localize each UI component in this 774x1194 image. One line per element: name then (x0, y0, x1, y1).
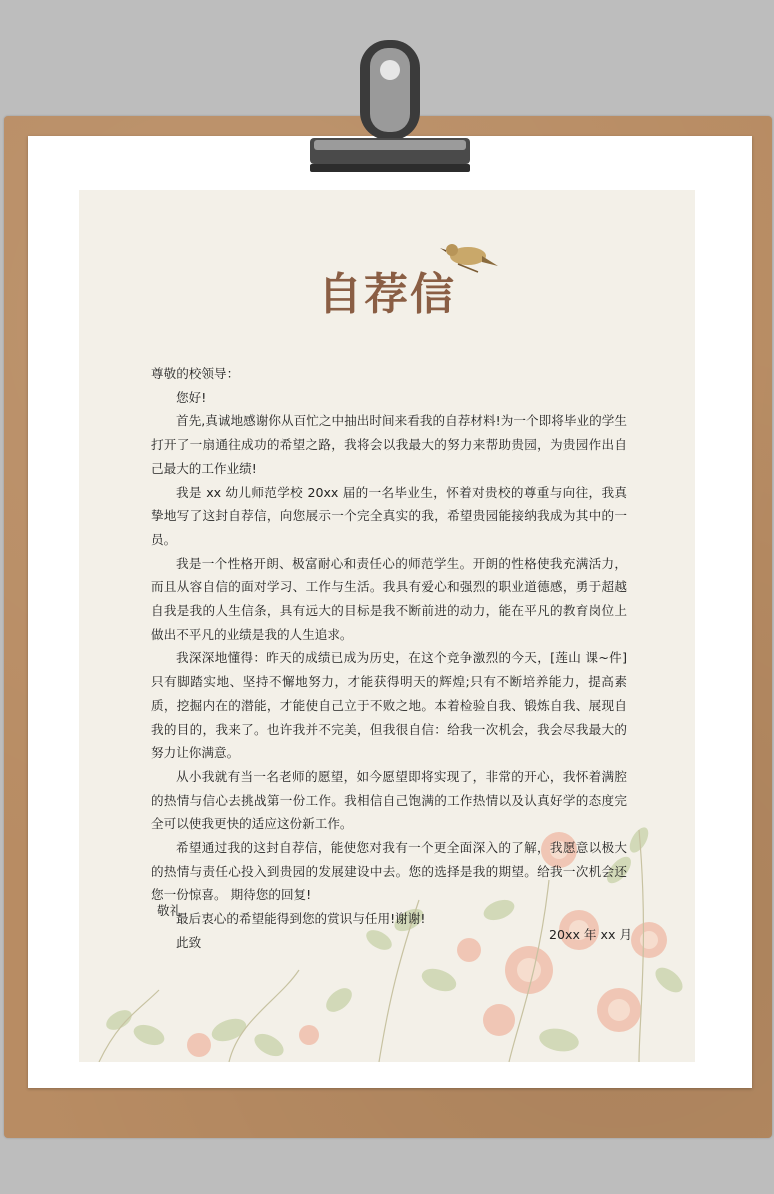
paragraph: 我是 xx 幼儿师范学校 20xx 届的一名毕业生，怀着对贵校的尊重与向往，我真挚地写了这封自荐信，向您展示一个完全真实的我，希望贵园能接纳我成为其中的一员。 (151, 484, 627, 547)
hello: 您好! (176, 389, 207, 405)
closing: 此致 (176, 934, 202, 950)
paragraph: 希望通过我的这封自荐信，能使您对我有一个更全面深入的了解，我愿意以极大的热情与责任心投入到贵园的发展建设中去。您的选择是我的期望。给我一次机会还您一份惊喜。 期待您的回复! (151, 840, 627, 903)
letter-body (151, 362, 627, 955)
greeting: 尊敬的校领导： (151, 366, 240, 381)
paragraph: 我深深地懂得：昨天的成绩已成为历史，在这个竞争激烈的今天，[莲山 课~件]只有脚踏实地、坚持不懈地努力，才能获得明天的辉煌;只有不断培养能力，提高素质，挖掘内在的潜能，才能使自己立于不败之地。本着检验自我、锻炼自我、展现自我的目的，我来了。也许我并不完美，但我很自信：给我一次机会，我会尽我最大的努力让你满意。 (151, 650, 627, 761)
date: 20xx 年 xx 月 (549, 927, 633, 942)
paragraph: 从小我就有当一名老师的愿望，如今愿望即将实现了，非常的开心，我怀着满腔的热情与信心去挑战第一份工作。我相信自己饱满的工作热情以及认真好学的态度完全可以使我更快的适应这份新工作。 (151, 768, 627, 832)
paragraph: 我是一个性格开朗、极富耐心和责任心的师范学生。开朗的性格使我充满活力，而且从容自信的面对学习、工作与生活。我具有爱心和强烈的职业道德感，勇于超越自我是我的人生信条，具有远大的目标是我不断前进的动力，能在平凡的教育岗位上做出不平凡的业绩是我的人生追求。 (151, 555, 627, 642)
paragraph: 最后衷心的希望能得到您的赏识与任用!谢谢! (176, 911, 426, 927)
binder-clip-icon (306, 26, 474, 176)
salute: 敬礼 (157, 903, 183, 918)
paragraph: 首先,真诚地感谢你从百忙之中抽出时间来看我的自荐材料!为一个即将毕业的学生打开了一扇通往成功的希望之路，我将会以我最大的努力来帮助贵园，为贵园作出自己最大的工作业绩! (151, 413, 627, 476)
page-title: 自荐信 (318, 269, 456, 320)
